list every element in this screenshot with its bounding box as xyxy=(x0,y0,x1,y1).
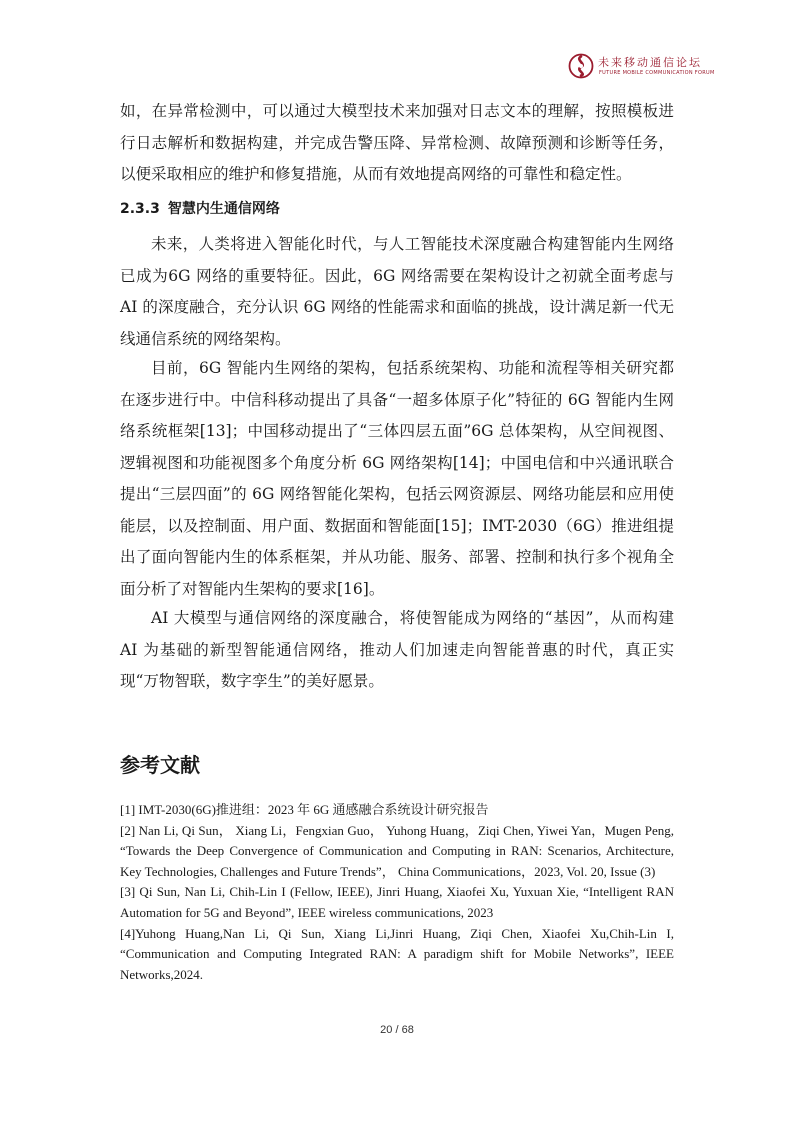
reference-item-4: [4]Yuhong Huang,Nan Li, Qi Sun, Xiang Li,Jinri Huang, Ziqi Chen, Xiaofei Xu,Chih-Lin I, “Communication and Computing Integrated RAN: A paradigm shift for Mobile Networks”, IEEE Networks,2024. xyxy=(120,925,674,982)
reference-item-1: [1] IMT-2030(6G)推进组：2023 年 6G 通感融合系统设计研究报告 xyxy=(120,802,489,817)
subsection-title: 智慧内生通信网络 xyxy=(167,201,280,217)
body-paragraph-3: 目前，6G 智能内生网络的架构，包括系统架构、功能和流程等相关研究都在逐步进行中。中信科移动提出了具备“一超多体原子化”特征的 6G 智能内生网络系统框架[13]；中国移动提出了“三体四层五面”6G 总体架构，从空间视图、逻辑视图和功能视图多个角度分析 6G 网络架构[14]；中国电信和中兴通讯联合提出“三层四面”的 6G 网络智能化架构，包括云网资源层、网络功能层和应用使能层，以及控制面、用户面、数据面和智能面[15]；IMT-2030（6G）推进组提出了面向智能内生的体系框架，并从功能、服务、部署、控制和执行多个视角全面分析了对智能内生架构的要求[16]。 xyxy=(120,359,674,598)
reference-item-3: [3] Qi Sun, Nan Li, Chih-Lin I (Fellow, IEEE), Jinri Huang, Xiaofei Xu, Yuxuan Xie, “Intelligent RAN Automation for 5G and Beyond”, IEEE wireless communications, 2023 xyxy=(120,884,674,920)
forum-logo xyxy=(568,52,718,82)
forum-logo-icon xyxy=(568,53,594,79)
body-paragraph-4: AI 大模型与通信网络的深度融合，将使智能成为网络的“基因”，从而构建 AI 为基础的新型智能通信网络，推动人们加速走向智能普惠的时代，真正实现“万物智联，数字孪生”的美好愿景。 xyxy=(120,609,674,690)
logo-english-name: FUTURE MOBILE COMMUNICATION FORUM xyxy=(599,70,715,76)
logo-chinese-name: 未来移动通信论坛 xyxy=(598,56,702,69)
reference-item-2: [2] Nan Li, Qi Sun， Xiang Li，Fengxian Guo， Yuhong Huang，Ziqi Chen, Yiwei Yan，Mugen Peng, “Towards the Deep Convergence of Communication and Computing in RAN: Scenarios, Architecture, Key Technologies, Challenges and Future Trends”， China Communications，2023, Vol. 20, Issue (3) xyxy=(120,822,674,879)
subsection-number: 2.3.3 xyxy=(120,201,160,217)
body-paragraph-2: 未来，人类将进入智能化时代，与人工智能技术深度融合构建智能内生网络已成为6G 网络的重要特征。因此，6G 网络需要在架构设计之初就全面考虑与 AI 的深度融合，充分认识 6G 网络的性能需求和面临的挑战，设计满足新一代无线通信系统的网络架构。 xyxy=(120,235,674,348)
reference-list xyxy=(120,800,674,985)
page-number: 20 / 68 xyxy=(380,1024,414,1036)
subsection-heading xyxy=(120,198,280,218)
references-title: 参考文献 xyxy=(120,753,200,777)
body-paragraph-1: 如，在异常检测中，可以通过大模型技术来加强对日志文本的理解，按照模板进行日志解析和数据构建，并完成告警压降、异常检测、故障预测和诊断等任务，以便采取相应的维护和修复措施，从而有效地提高网络的可靠性和稳定性。 xyxy=(120,102,674,183)
